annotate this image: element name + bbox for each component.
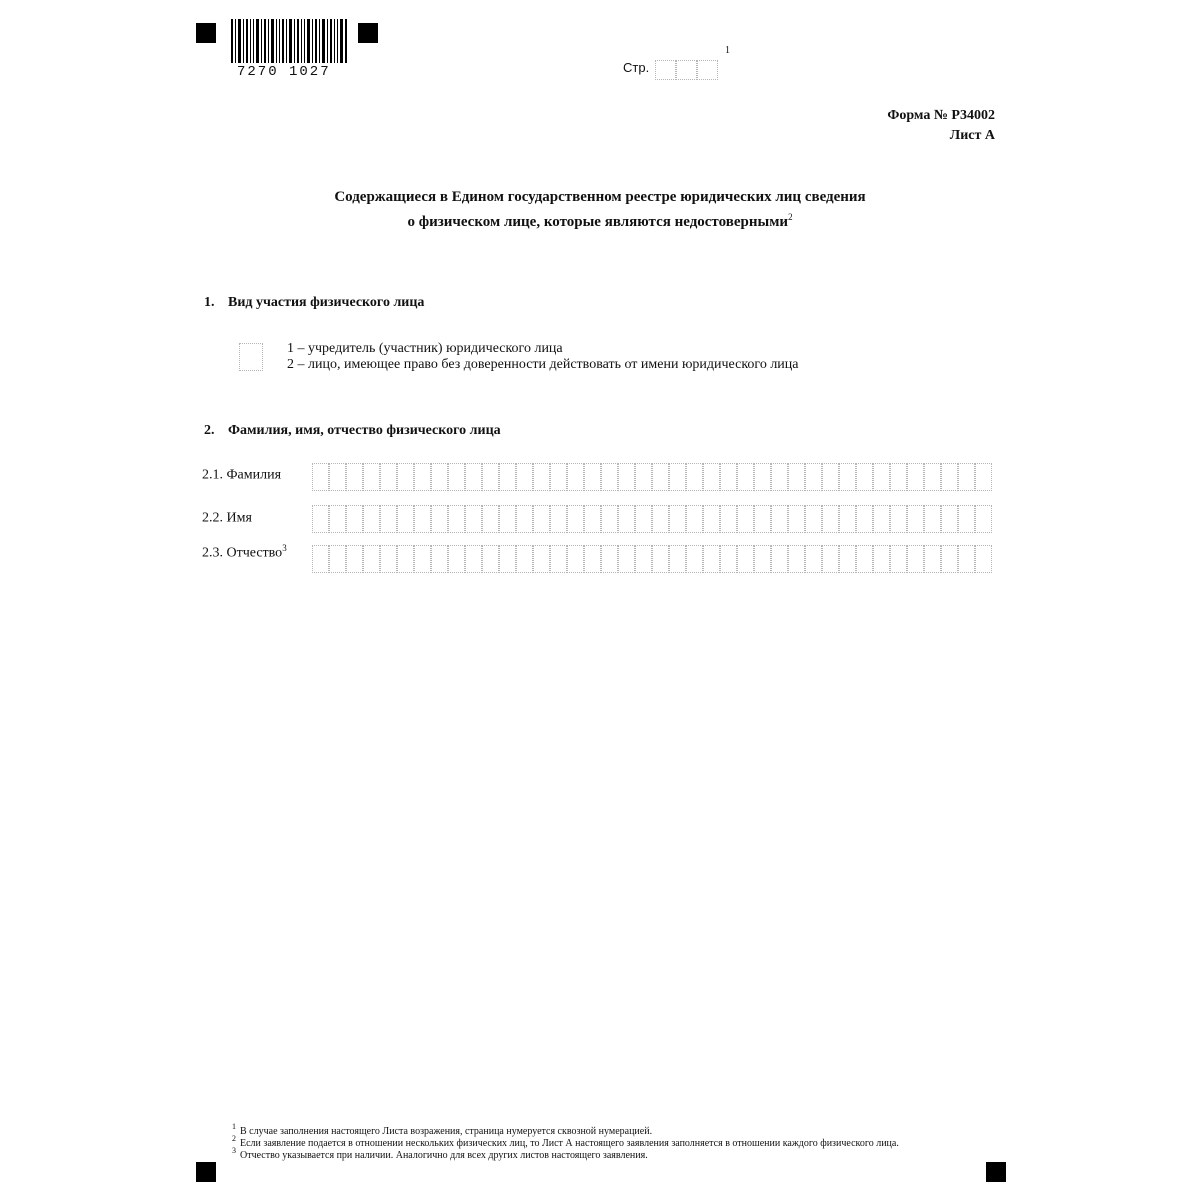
- char-cell[interactable]: [703, 505, 720, 533]
- first-name-cells[interactable]: [312, 505, 992, 533]
- footnote-2: 2 Если заявление подается в отношении нескольких физических лиц, то Лист А настоящего заявления заполняется в отношении каждого физического лица.: [232, 1134, 899, 1149]
- char-cell[interactable]: [941, 463, 958, 491]
- corner-marker-bottom-right: [986, 1162, 1006, 1182]
- char-cell[interactable]: [414, 545, 431, 573]
- char-cell[interactable]: [601, 545, 618, 573]
- char-cell[interactable]: [856, 505, 873, 533]
- char-cell[interactable]: [465, 545, 482, 573]
- char-cell[interactable]: [431, 545, 448, 573]
- char-cell[interactable]: [907, 545, 924, 573]
- barcode: [231, 19, 347, 63]
- section-1-number: 1.: [204, 295, 215, 310]
- char-cell[interactable]: [380, 505, 397, 533]
- sheet-label: Лист А: [949, 128, 995, 143]
- char-cell[interactable]: [431, 505, 448, 533]
- surname-cells[interactable]: [312, 463, 992, 491]
- section-2-label: Фамилия, имя, отчество физического лица: [228, 423, 501, 438]
- char-cell[interactable]: [754, 545, 771, 573]
- title-footnote-mark: 2: [788, 212, 793, 222]
- char-cell[interactable]: [346, 505, 363, 533]
- patronymic-cells[interactable]: [312, 545, 992, 573]
- char-cell[interactable]: [975, 463, 992, 491]
- char-cell[interactable]: [465, 463, 482, 491]
- char-cell[interactable]: [312, 505, 329, 533]
- char-cell[interactable]: [499, 545, 516, 573]
- char-cell[interactable]: [329, 505, 346, 533]
- corner-marker-top-right: [358, 23, 378, 43]
- surname-label: 2.1. Фамилия: [202, 467, 282, 483]
- char-cell[interactable]: [788, 545, 805, 573]
- char-cell[interactable]: [686, 505, 703, 533]
- char-cell[interactable]: [380, 463, 397, 491]
- char-cell[interactable]: [703, 545, 720, 573]
- char-cell[interactable]: [414, 505, 431, 533]
- char-cell[interactable]: [907, 463, 924, 491]
- char-cell[interactable]: [805, 505, 822, 533]
- char-cell[interactable]: [499, 505, 516, 533]
- char-cell[interactable]: [975, 505, 992, 533]
- char-cell[interactable]: [635, 545, 652, 573]
- char-cell[interactable]: [482, 505, 499, 533]
- footnotes: [232, 1122, 922, 1162]
- char-cell[interactable]: [822, 545, 839, 573]
- char-cell[interactable]: [669, 545, 686, 573]
- char-cell[interactable]: [346, 463, 363, 491]
- char-cell[interactable]: [856, 545, 873, 573]
- char-cell[interactable]: [958, 505, 975, 533]
- char-cell[interactable]: [635, 505, 652, 533]
- char-cell[interactable]: [686, 463, 703, 491]
- char-cell[interactable]: [312, 463, 329, 491]
- title-line-1: Содержащиеся в Едином государственном реестре юридических лиц сведения: [334, 189, 866, 205]
- char-cell[interactable]: [533, 505, 550, 533]
- char-cell[interactable]: [584, 505, 601, 533]
- char-cell[interactable]: [788, 463, 805, 491]
- char-cell[interactable]: [448, 545, 465, 573]
- char-cell[interactable]: [805, 463, 822, 491]
- char-cell[interactable]: [958, 545, 975, 573]
- char-cell[interactable]: [567, 463, 584, 491]
- section-2-title: [204, 423, 501, 439]
- page-label: Стр.: [623, 60, 650, 75]
- section-2-number: 2.: [204, 423, 215, 438]
- char-cell[interactable]: [941, 505, 958, 533]
- char-cell[interactable]: [839, 505, 856, 533]
- char-cell[interactable]: [958, 463, 975, 491]
- char-cell[interactable]: [584, 463, 601, 491]
- char-cell[interactable]: [465, 505, 482, 533]
- char-cell[interactable]: [720, 505, 737, 533]
- page-number-cells[interactable]: [655, 60, 718, 80]
- title-line-2: о физическом лице, которые являются недостоверными: [407, 214, 789, 230]
- char-cell[interactable]: [397, 545, 414, 573]
- char-cell[interactable]: [720, 463, 737, 491]
- char-cell[interactable]: [890, 505, 907, 533]
- char-cell[interactable]: [975, 545, 992, 573]
- char-cell[interactable]: [924, 545, 941, 573]
- char-cell[interactable]: [924, 463, 941, 491]
- char-cell[interactable]: [703, 463, 720, 491]
- char-cell[interactable]: [737, 545, 754, 573]
- char-cell[interactable]: [873, 463, 890, 491]
- char-cell[interactable]: [669, 505, 686, 533]
- page-footnote-mark: 1: [725, 45, 730, 56]
- barcode-number: 7270 1027: [237, 64, 331, 80]
- char-cell[interactable]: [482, 463, 499, 491]
- footnote-3: 3 Отчество указывается при наличии. Аналогично для всех других листов настоящего заявления.: [232, 1146, 648, 1161]
- char-cell[interactable]: [533, 463, 550, 491]
- form-number: Форма № Р34002: [887, 108, 995, 123]
- document-title: [200, 187, 1000, 232]
- char-cell[interactable]: [516, 505, 533, 533]
- char-cell[interactable]: [839, 463, 856, 491]
- char-cell[interactable]: [329, 463, 346, 491]
- section-1-title: [204, 295, 424, 311]
- char-cell[interactable]: [788, 505, 805, 533]
- char-cell[interactable]: [652, 463, 669, 491]
- char-cell[interactable]: [516, 463, 533, 491]
- char-cell[interactable]: [890, 545, 907, 573]
- char-cell[interactable]: [720, 545, 737, 573]
- char-cell[interactable]: [414, 463, 431, 491]
- section-1-label: Вид участия физического лица: [228, 295, 425, 310]
- char-cell[interactable]: [669, 463, 686, 491]
- char-cell[interactable]: [924, 505, 941, 533]
- char-cell[interactable]: [686, 545, 703, 573]
- char-cell[interactable]: [380, 545, 397, 573]
- corner-marker-top-left: [196, 23, 216, 43]
- char-cell[interactable]: [941, 545, 958, 573]
- char-cell[interactable]: [618, 463, 635, 491]
- char-cell[interactable]: [873, 545, 890, 573]
- char-cell[interactable]: [448, 505, 465, 533]
- char-cell[interactable]: [448, 463, 465, 491]
- char-cell[interactable]: [754, 463, 771, 491]
- char-cell[interactable]: [873, 505, 890, 533]
- char-cell[interactable]: [737, 463, 754, 491]
- char-cell[interactable]: [822, 505, 839, 533]
- char-cell[interactable]: [550, 463, 567, 491]
- char-cell[interactable]: [550, 505, 567, 533]
- char-cell[interactable]: [550, 545, 567, 573]
- char-cell[interactable]: [771, 545, 788, 573]
- char-cell[interactable]: [737, 505, 754, 533]
- char-cell[interactable]: [346, 545, 363, 573]
- first-name-label: 2.2. Имя: [202, 510, 252, 526]
- participation-option-2: 2 – лицо, имеющее право без доверенности действовать от имени юридического лица: [287, 357, 799, 372]
- patronymic-label: 2.3. Отчество$^3$: [202, 543, 287, 561]
- participation-option-1: 1 – учредитель (участник) юридического лица: [287, 341, 563, 356]
- char-cell[interactable]: [601, 463, 618, 491]
- char-cell[interactable]: [618, 505, 635, 533]
- char-cell[interactable]: [499, 463, 516, 491]
- char-cell[interactable]: [482, 545, 499, 573]
- char-cell[interactable]: [363, 463, 380, 491]
- char-cell[interactable]: [567, 545, 584, 573]
- char-cell[interactable]: [312, 545, 329, 573]
- char-cell[interactable]: [771, 505, 788, 533]
- char-cell[interactable]: [584, 545, 601, 573]
- char-cell[interactable]: [754, 505, 771, 533]
- char-cell[interactable]: [635, 463, 652, 491]
- char-cell[interactable]: [652, 505, 669, 533]
- char-cell[interactable]: [907, 505, 924, 533]
- char-cell[interactable]: [329, 545, 346, 573]
- participation-type-cell[interactable]: [239, 343, 263, 371]
- corner-marker-bottom-left: [196, 1162, 216, 1182]
- char-cell[interactable]: [397, 463, 414, 491]
- char-cell[interactable]: [839, 545, 856, 573]
- char-cell[interactable]: [822, 463, 839, 491]
- char-cell[interactable]: [652, 545, 669, 573]
- char-cell[interactable]: [771, 463, 788, 491]
- char-cell[interactable]: [618, 545, 635, 573]
- char-cell[interactable]: [890, 463, 907, 491]
- char-cell[interactable]: [516, 545, 533, 573]
- char-cell[interactable]: [601, 505, 618, 533]
- char-cell[interactable]: [805, 545, 822, 573]
- char-cell[interactable]: [363, 545, 380, 573]
- char-cell[interactable]: [397, 505, 414, 533]
- char-cell[interactable]: [431, 463, 448, 491]
- footnote-1: 1 В случае заполнения настоящего Листа возражения, страница нумеруется сквозной нумерацией.: [232, 1122, 653, 1137]
- char-cell[interactable]: [363, 505, 380, 533]
- char-cell[interactable]: [567, 505, 584, 533]
- char-cell[interactable]: [533, 545, 550, 573]
- char-cell[interactable]: [856, 463, 873, 491]
